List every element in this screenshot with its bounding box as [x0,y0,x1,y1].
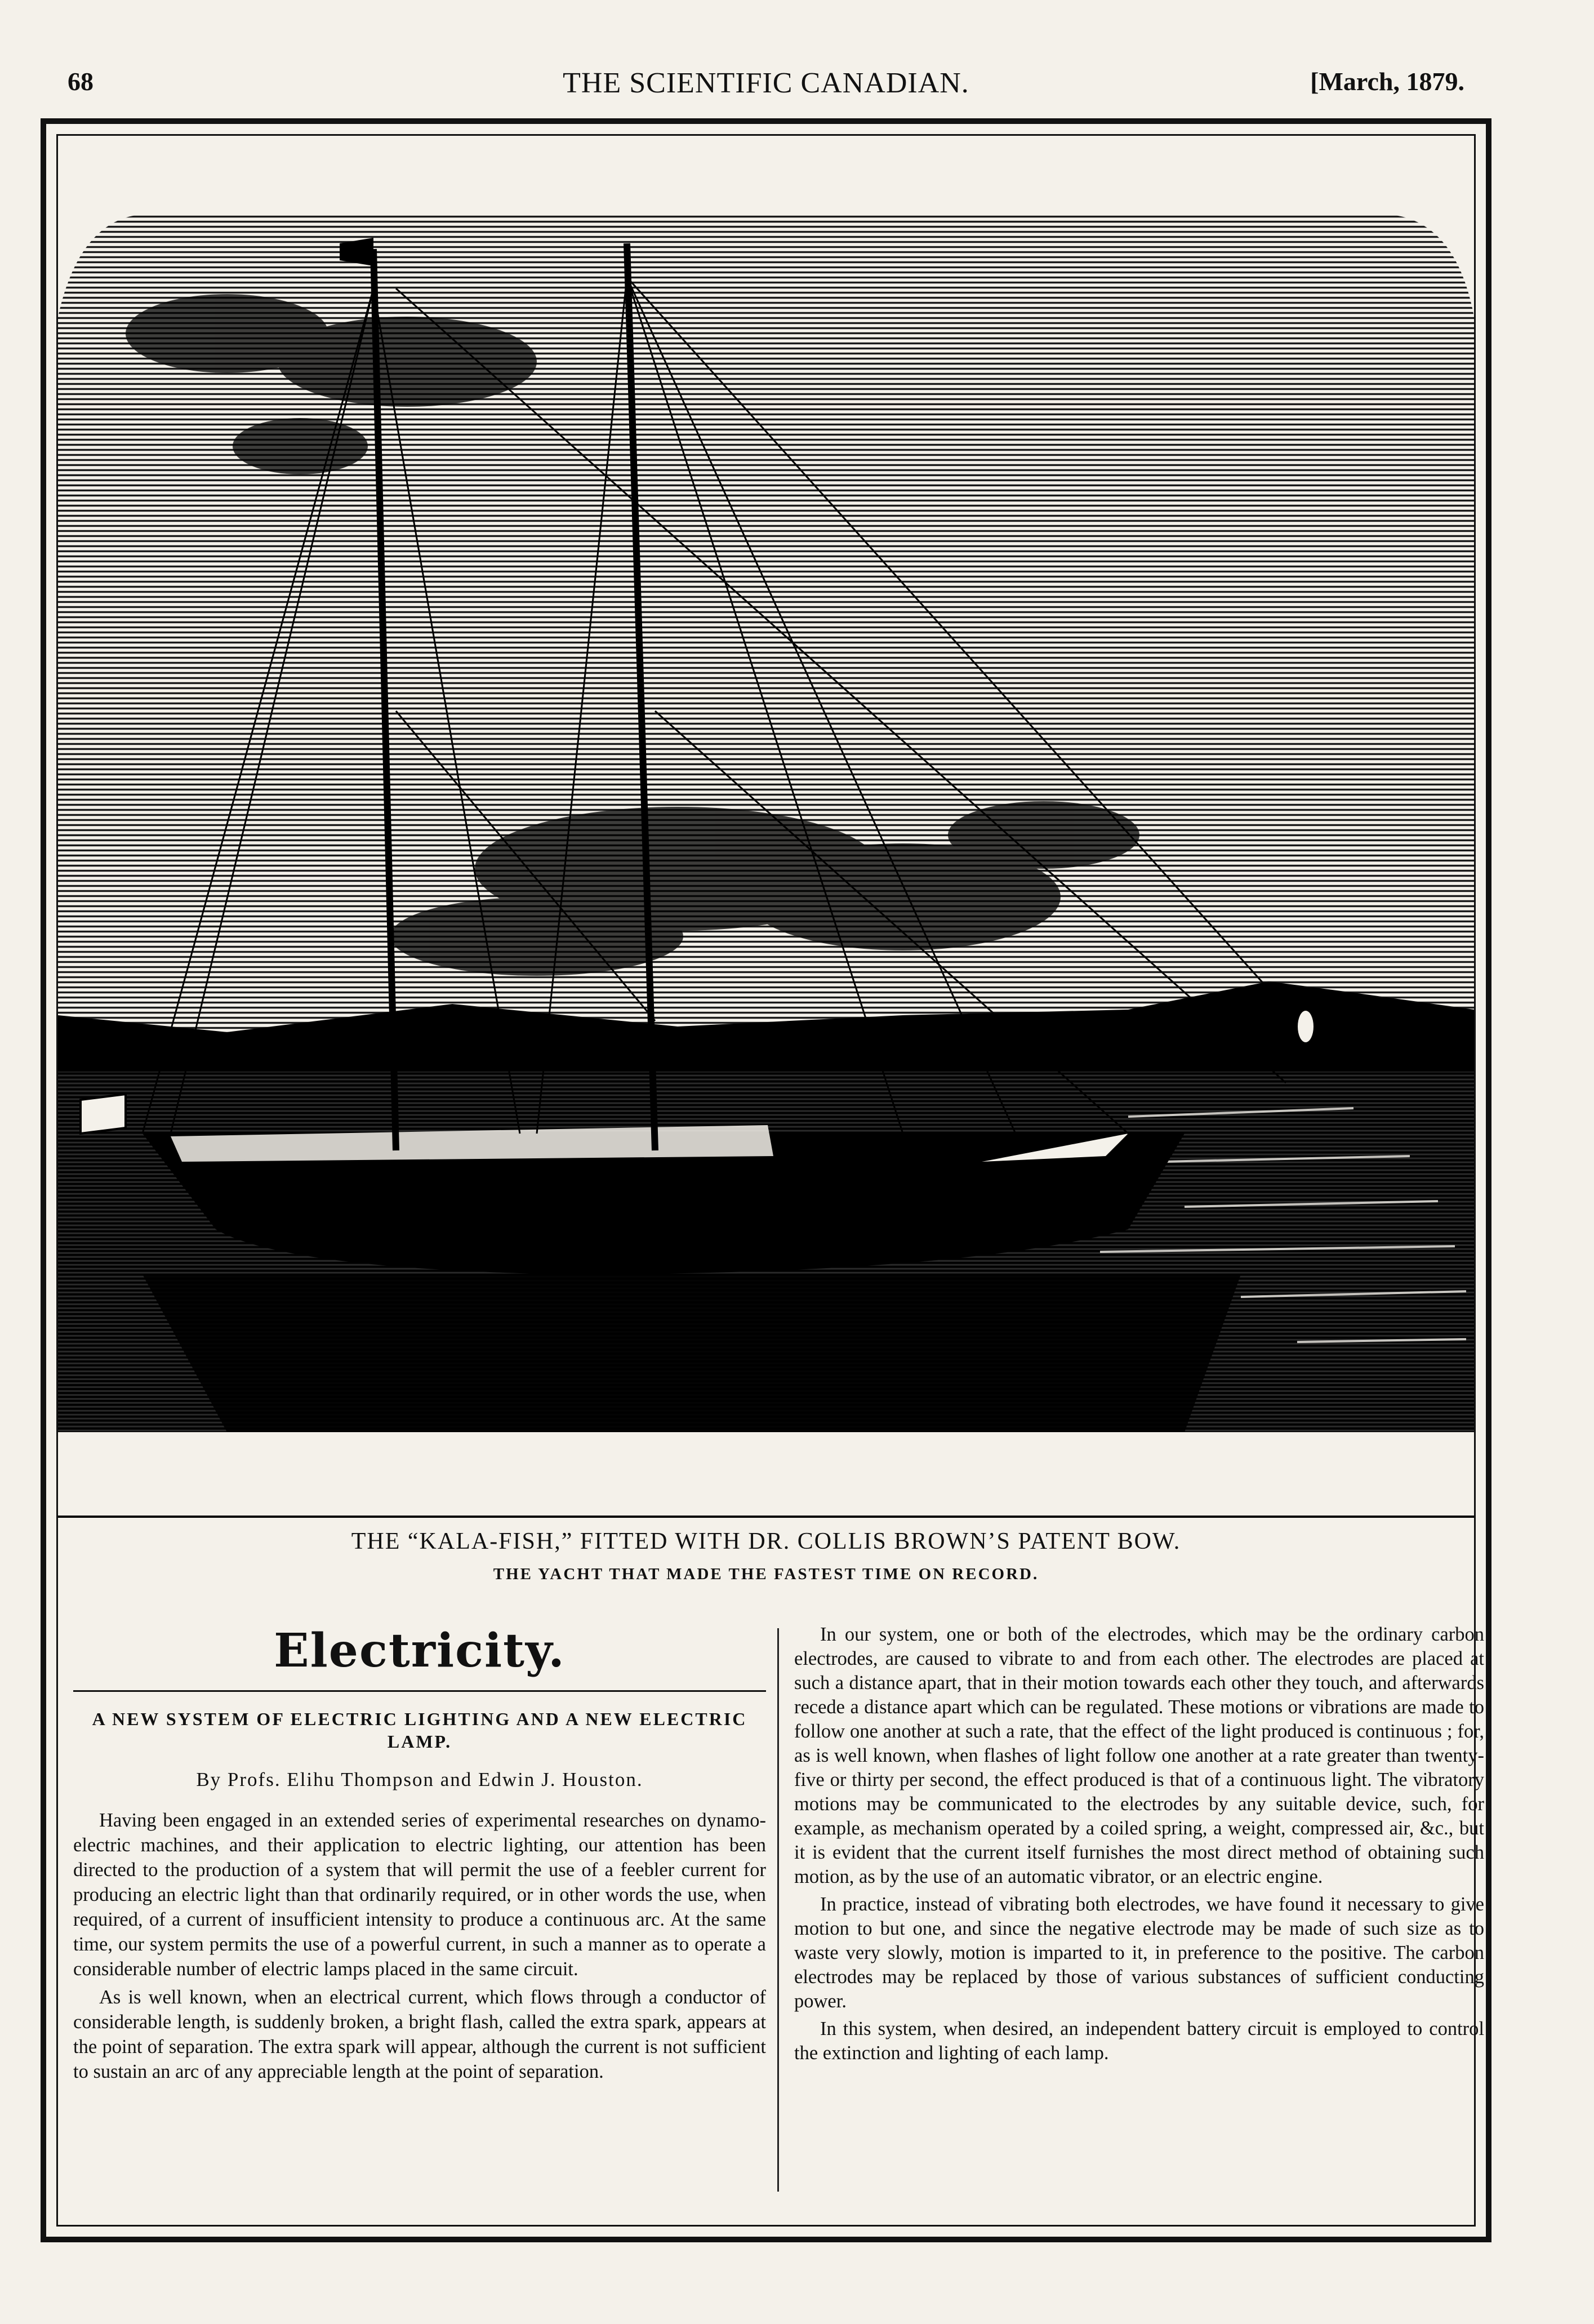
illustration-caption-title: THE “KALA-FISH,” FITTED WITH DR. COLLIS BROWN’S PATENT BOW. [351,1528,1181,1554]
article-title: A NEW SYSTEM OF ELECTRIC LIGHTING AND A NEW ELECTRIC LAMP. [92,1709,747,1752]
paragraph: In our system, one or both of the electrodes, which may be the ordinary carbon electrodes, are caused to vibrate to and from each other. The electrodes are placed at such a distance apart, that in their motion towards each other they touch, and afterwards recede a distance apart which can be regulated. These motions or vibrations are made to follow one another at such a rate, that the effect of the light produced is continuous ; for, as is well known, when flashes of light follow one another at a rate greater than twenty-five or thirty per second, the effect produced is that of a continuous light. The vibratory motions may be communicated to the electrodes by any suitable device, such, for example, as mechanism operated by a coiled spring, a weight, compressed air, &c., but it is evident that the current itself furnishes the most direct method of obtaining such motion, as by the use of an automatic vibrator, or an electric engine. [794,1624,1484,1887]
page-number: 68 [68,67,93,96]
journal-title: THE SCIENTIFIC CANADIAN. [563,67,969,99]
distant-light [1298,1011,1314,1042]
running-head [68,66,1464,112]
article-byline: By Profs. Elihu Thompson and Edwin J. Houston. [196,1768,643,1790]
paragraph: As is well known, when an electrical current, which flows through a conductor of considerable length, is suddenly broken, a bright flash, called the extra spark, appears at the point of separation. The extra spark will appear, although the current is not sufficient to sustain an arc of any appreciable length at the point of separation. [73,1987,766,2082]
yacht-engraving [58,204,1474,1522]
article-column-right [794,1623,1484,2069]
paragraph: In this system, when desired, an independent battery circuit is employed to control the extinction and lighting of each lamp. [794,2018,1484,2064]
issue-date: [March, 1879. [1310,67,1464,96]
stern-flag [81,1094,126,1134]
illustration-caption-subtitle: THE YACHT THAT MADE THE FASTEST TIME ON RECORD. [493,1565,1039,1583]
paragraph: Having been engaged in an extended series of experimental researches on dynamo-electric machines, and their application to electric lighting, our attention has been directed to the production of a system that will permit the use of a feebler current for producing an electric light than that ordinarily required, or in other words the use, when required, of a current of insufficient intensity to produce a continuous arc. At the same time, our system permits the use of a powerful current, in such a manner as to operate a considerable number of electric lamps placed in the same circuit. [73,1810,766,1980]
section-heading: Electricity. [274,1624,566,1678]
hull-reflection [143,1274,1241,1432]
paragraph: In practice, instead of vibrating both electrodes, we have found it necessary to give motion to but one, and since the negative electrode may be made of such size as to waste very slowly, motion is imparted to it, in preference to the positive. The carbon electrodes may be replaced by those of various substances of sufficient conducting power. [794,1894,1484,2012]
column-divider [777,1628,779,2192]
section-rule [73,1690,766,1692]
article-column-left [73,1623,766,2087]
